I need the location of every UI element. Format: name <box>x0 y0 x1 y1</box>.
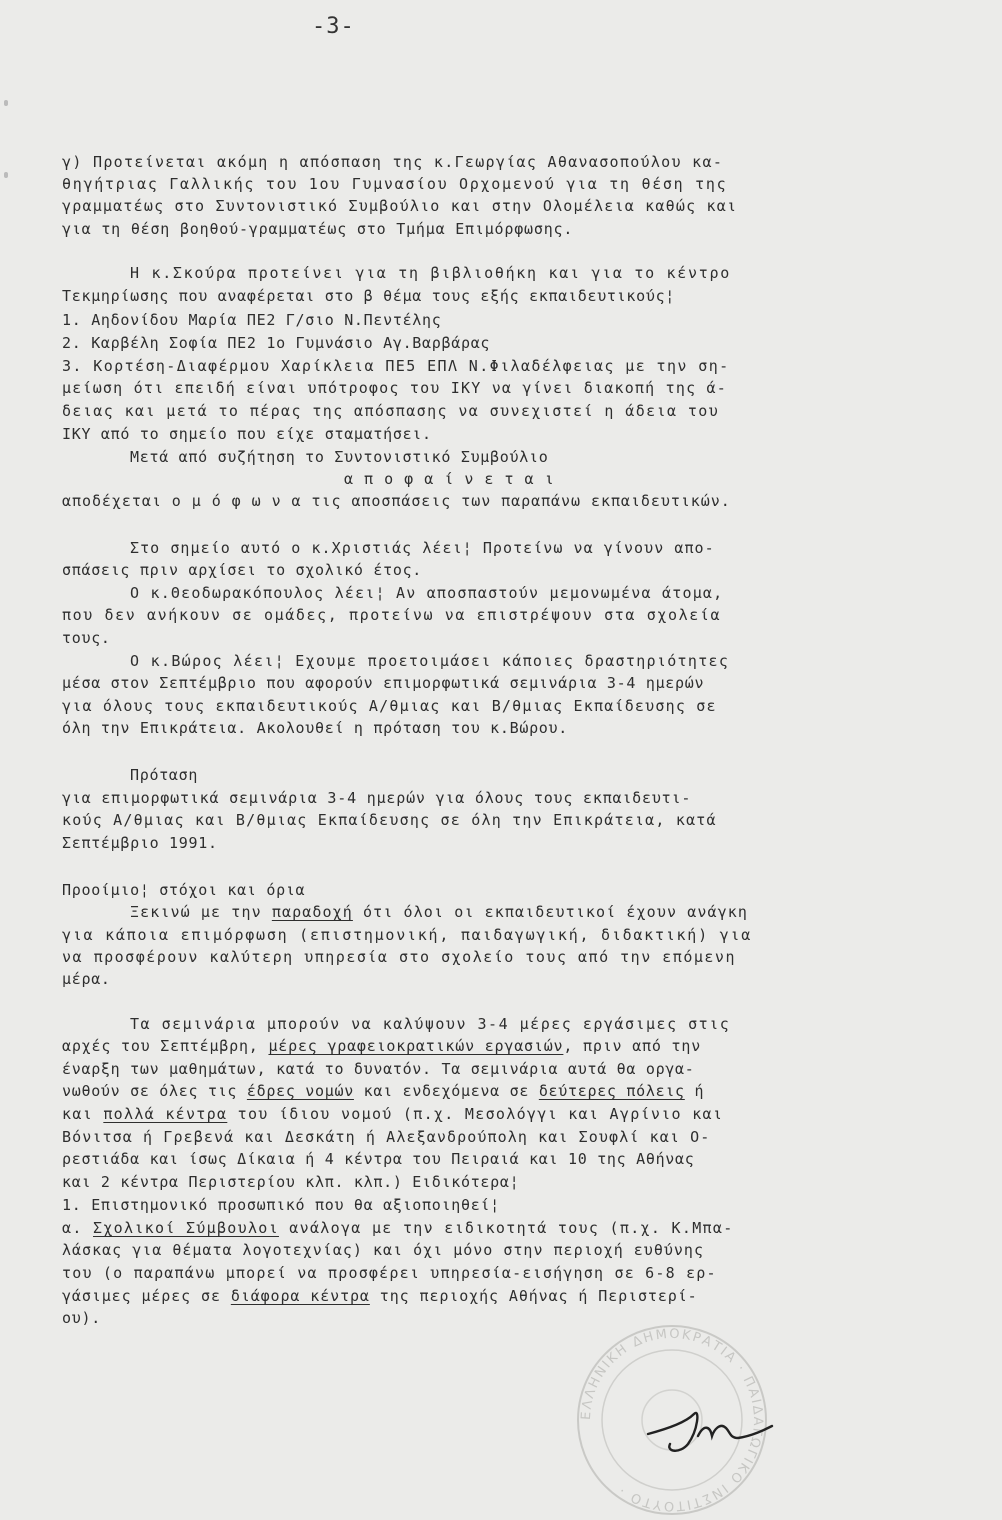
text-line: δειας και μετά το πέρας της απόσπασης να συνεχιστεί η άδεια του <box>62 402 720 420</box>
text-line: και 2 κέντρα Περιστερίου κλπ. κλπ.) Ειδικότερα¦ <box>62 1173 520 1191</box>
stamp-text: ΕΛΛΗΝΙΚΗ ΔΗΜΟΚΡΑΤΙΑ · ΠΑΙΔΑΓΩΓΙΚΟ ΙΝΣΤΙΤΟΥΤΟ · <box>578 1326 766 1514</box>
text-line: Τα σεμινάρια μπορούν να καλύψουν 3-4 μέρες εργάσιμες στις <box>130 1015 731 1033</box>
text-line: Τεκμηρίωσης που αναφέρεται στο β θέμα τους εξής εκπαιδευτικούς¦ <box>62 287 676 305</box>
text-line: για όλους τους εκπαιδευτικούς Α/θμιας και Β/θμιας Εκπαίδευσης σε <box>62 697 717 715</box>
text-line: μέρα. <box>62 970 111 988</box>
signature <box>640 1400 780 1460</box>
text-line: του (ο παραπάνω μπορεί να προσφέρει υπηρεσία-εισήγηση σε 6-8 ερ- <box>62 1264 717 1282</box>
text-line: α. Σχολικοί Σύμβουλοι ανάλογα με την ειδικοτητά τους (π.χ. Κ.Μπα- <box>62 1219 734 1237</box>
text-line: Ξεκινώ με την παραδοχή ότι όλοι οι εκπαιδευτικοί έχουν ανάγκη <box>130 903 748 921</box>
section-heading: Προοίμιο¦ στόχοι και όρια <box>62 881 306 899</box>
text-line: μέσα στον Σεπτέμβριο που αφορούν επιμορφωτικά σεμινάρια 3-4 ημερών <box>62 674 705 692</box>
underlined-phrase: μέρες γραφειοκρατικών εργασιών <box>268 1037 564 1055</box>
subsection-heading: 1. Επιστημονικό προσωπικό που θα αξιοποιηθεί¦ <box>62 1196 500 1214</box>
text-line: Ο κ.Βώρος λέει¦ Εχουμε προετοιμάσει κάποιες δραστηριότητες <box>130 652 730 670</box>
binding-hole <box>4 100 8 106</box>
binding-hole <box>4 172 8 178</box>
text-line: λάσκας για θέματα λογοτεχνίας) και όχι μόνο στην περιοχή ευθύνης <box>62 1241 704 1259</box>
underlined-phrase: διάφορα κέντρα <box>230 1287 370 1305</box>
text-line: ου). <box>62 1309 101 1327</box>
text-line: τους. <box>62 629 111 647</box>
text-line: Βόνιτσα ή Γρεβενά και Δεσκάτη ή Αλεξανδρούπολη και Σουφλί και Ο- <box>62 1128 711 1146</box>
text-line: για επιμορφωτικά σεμινάρια 3-4 ημερών για όλους τους εκπαιδευτι- <box>62 789 692 807</box>
text-line: Ο κ.Θεοδωρακόπουλος λέει¦ Αν αποσπαστούν μεμονωμένα άτομα, <box>130 584 724 602</box>
underlined-phrase: παραδοχή <box>271 903 353 921</box>
text-line: 1. Αηδονίδου Μαρία ΠΕ2 Γ/σιο Ν.Πεντέλης <box>62 311 442 329</box>
text-line: μείωση ότι επειδή είναι υπότροφος του ΙΚΥ να γίνει διακοπή της ά- <box>62 379 727 397</box>
text-line: ρεστιάδα και ίσως Δίκαια ή 4 κέντρα του Πειραιά και 10 της Αθήνας <box>62 1150 695 1168</box>
text-line: έναρξη των μαθημάτων, κατά το δυνατόν. Τα σεμινάρια αυτά θα οργα- <box>62 1060 695 1078</box>
text-line: γάσιμες μέρες σε διάφορα κέντρα της περιοχής Αθήνας ή Περιστερί- <box>62 1287 698 1305</box>
decision-heading: α π ο φ α ί ν ε τ α ι <box>344 470 555 488</box>
text-line: να προσφέρουν καλύτερη υπηρεσία στο σχολείο τους από την επόμενη <box>62 948 736 966</box>
text-line: Η κ.Σκούρα προτείνει για τη βιβλιοθήκη και για το κέντρο <box>130 264 731 282</box>
text-line: όλη την Επικράτεια. Ακολουθεί η πρόταση του κ.Βώρου. <box>62 719 568 737</box>
proposal-title: Πρόταση <box>130 766 199 784</box>
text-line: που δεν ανήκουν σε ομάδες, προτείνω να επιστρέψουν στα σχολεία <box>62 606 722 624</box>
underlined-phrase: Σχολικοί Σύμβουλοι <box>93 1219 279 1237</box>
text-line: σπάσεις πριν αρχίσει το σχολικό έτος. <box>62 561 423 579</box>
text-line: κούς Α/θμιας και Β/θμιας Εκπαίδευσης σε όλη την Επικράτεια, κατά <box>62 811 717 829</box>
text-line: για κάποια επιμόρφωση (επιστημονική, παιδαγωγική, διδακτική) για <box>62 926 752 944</box>
text-line: και πολλά κέντρα του ίδιου νομού (π.χ. Μεσολόγγι και Αγρίνιο και <box>62 1105 724 1123</box>
text-line: για τη θέση βοηθού-γραμματέως στο Τμήμα Επιμόρφωσης. <box>62 220 574 238</box>
text-line: αποδέχεται ο μ ό φ ω ν α τις αποσπάσεις των παραπάνω εκπαιδευτικών. <box>62 492 731 510</box>
underlined-phrase: πολλά κέντρα <box>103 1105 228 1123</box>
text-line: 3. Κορτέση-Διαφέρμου Χαρίκλεια ΠΕ5 ΕΠΛ Ν.Φιλαδέλφειας με την ση- <box>62 357 730 375</box>
underlined-phrase: δεύτερες πόλεις <box>538 1082 685 1100</box>
page-number: -3- <box>312 14 355 39</box>
text-line: νωθούν σε όλες τις έδρες νομών και ενδεχόμενα σε δεύτερες πόλεις ή <box>62 1082 705 1100</box>
text-line: αρχές του Σεπτέμβρη, μέρες γραφειοκρατικών εργασιών, πριν από την <box>62 1037 702 1055</box>
text-line: Στο σημείο αυτό ο κ.Χριστιάς λέει¦ Προτείνω να γίνουν απο- <box>130 539 715 557</box>
text-line: Μετά από συζήτηση το Συντονιστικό Συμβούλιο <box>130 448 549 466</box>
text-line: Σεπτέμβριο 1991. <box>62 834 218 852</box>
underlined-phrase: έδρες νομών <box>246 1082 354 1100</box>
text-line: 2. Καρβέλη Σοφία ΠΕ2 1ο Γυμνάσιο Αγ.Βαρβάρας <box>62 334 491 352</box>
text-line: ΙΚΥ από το σημείο που είχε σταματήσει. <box>62 425 432 443</box>
text-line: γ) Προτείνεται ακόμη η απόσπαση της κ.Γεωργίας Αθανασοπούλου κα- <box>62 153 724 171</box>
text-line: θηγήτριας Γαλλικής του 1ου Γυμνασίου Ορχομενού για τη θέση της <box>62 175 728 193</box>
text-line: γραμματέως στο Συντονιστικό Συμβούλιο και στην Ολομέλεια καθώς και <box>62 197 738 215</box>
